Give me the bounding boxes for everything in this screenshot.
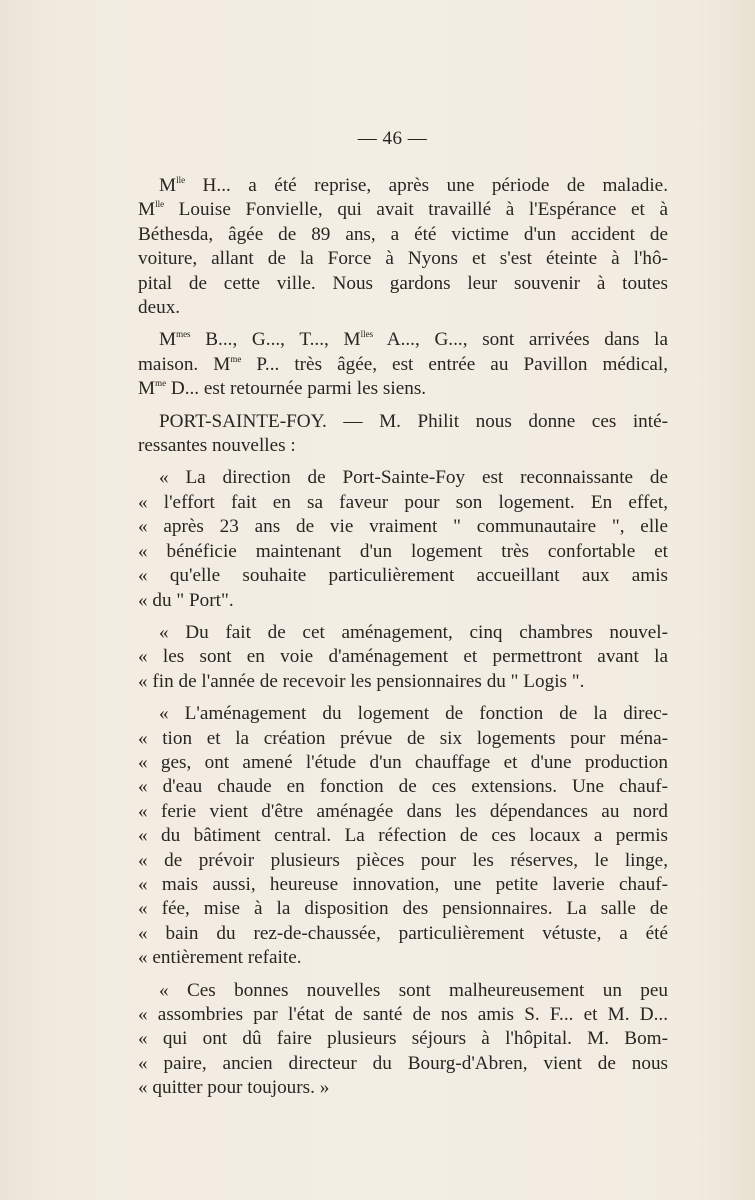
line-text: « paire, ancien directeur du Bourg-d'Abren, vient de nous bbox=[138, 1052, 668, 1074]
line-text: « fée, mise à la disposition des pensionnaires. La salle de bbox=[138, 898, 668, 920]
line-text: « quitter pour toujours. » bbox=[138, 1077, 330, 1099]
text-line bbox=[138, 1052, 668, 1076]
text-line bbox=[138, 466, 668, 490]
line-text: « qui ont dû faire plusieurs séjours à l'hôpital. M. Bom- bbox=[138, 1028, 668, 1050]
text-line bbox=[138, 1003, 668, 1027]
line-text: « L'aménagement du logement de fonction de la direc- bbox=[159, 703, 668, 725]
body-text bbox=[138, 174, 668, 1109]
line-text: deux. bbox=[138, 297, 181, 319]
line-text: « assombries par l'état de santé de nos amis S. F... et M. D... bbox=[138, 1004, 668, 1025]
honorific-superscript: me bbox=[155, 378, 167, 389]
paragraph-deaths bbox=[138, 174, 668, 320]
honorific-text: M bbox=[159, 329, 177, 351]
text-line bbox=[138, 873, 668, 897]
text-line bbox=[138, 1027, 668, 1051]
line-text: « Ces bonnes nouvelles sont malheureusement un peu bbox=[159, 979, 668, 1001]
text-line bbox=[138, 247, 668, 271]
honorific-superscript: lle bbox=[155, 199, 165, 210]
honorific-superscript: lle bbox=[176, 175, 186, 185]
line-text: « de prévoir plusieurs pièces pour les réserves, le linge, bbox=[138, 849, 668, 871]
text-line bbox=[138, 515, 668, 539]
honorific-text: M bbox=[138, 378, 156, 400]
honorific-text: M bbox=[138, 199, 156, 221]
honorific-text: M bbox=[159, 175, 177, 196]
text-line bbox=[138, 922, 668, 946]
honorific-superscript: me bbox=[230, 353, 242, 364]
text-line bbox=[138, 727, 668, 751]
line-text: « ferie vient d'être aménagée dans les dépendances au nord bbox=[138, 800, 668, 822]
line-text: « les sont en voie d'aménagement et permettront avant la bbox=[138, 646, 668, 668]
text-line bbox=[138, 198, 668, 222]
line-text: PORT-SAINTE-FOY. — M. Philit nous donne ces inté- bbox=[159, 410, 668, 432]
line-text: D... est retournée parmi les siens. bbox=[166, 378, 427, 400]
text-line bbox=[138, 645, 668, 669]
honorific-superscript: lles bbox=[360, 329, 374, 340]
paragraph-quote-2 bbox=[138, 621, 668, 694]
text-line bbox=[138, 979, 668, 1003]
text-line bbox=[138, 751, 668, 775]
line-text: « bénéficie maintenant d'un logement très confortable et bbox=[138, 540, 668, 562]
line-text: « du " Port". bbox=[138, 589, 234, 611]
line-text: « après 23 ans de vie vraiment " communautaire ", elle bbox=[138, 516, 668, 538]
text-line bbox=[138, 824, 668, 848]
line-text: P... très âgée, est entrée au Pavillon médical, bbox=[241, 353, 668, 375]
line-text: « tion et la création prévue de six logements pour ména- bbox=[138, 727, 668, 749]
text-line bbox=[138, 272, 668, 296]
text-line bbox=[138, 377, 668, 401]
line-text: Béthesda, âgée de 89 ans, a été victime d'un accident de bbox=[138, 223, 668, 245]
text-line bbox=[138, 296, 668, 320]
line-text: « du bâtiment central. La réfection de ces locaux a permis bbox=[138, 825, 668, 847]
line-text: « La direction de Port-Sainte-Foy est reconnaissante de bbox=[159, 467, 668, 489]
text-line bbox=[138, 174, 668, 198]
paragraph-quote-3 bbox=[138, 702, 668, 970]
text-line bbox=[138, 775, 668, 799]
text-line bbox=[138, 897, 668, 921]
text-line bbox=[138, 800, 668, 824]
text-line bbox=[138, 491, 668, 515]
line-text: « Du fait de cet aménagement, cinq chambres nouvel- bbox=[159, 621, 668, 643]
text-line bbox=[138, 1076, 668, 1100]
line-text: pital de cette ville. Nous gardons leur souvenir à toutes bbox=[138, 272, 668, 294]
honorific-superscript: mes bbox=[176, 329, 191, 340]
line-text: « bain du rez-de-chaussée, particulièrement vétuste, a été bbox=[138, 922, 668, 944]
line-text: « ges, ont amené l'étude d'un chauffage et d'une production bbox=[138, 751, 668, 773]
paragraph-port-sainte-foy-intro bbox=[138, 410, 668, 459]
text-line bbox=[138, 540, 668, 564]
line-text: « fin de l'année de recevoir les pensionnaires du " Logis ". bbox=[138, 670, 585, 692]
line-text: « mais aussi, heureuse innovation, une petite laverie chauf- bbox=[138, 873, 668, 895]
text-line bbox=[138, 670, 668, 694]
honorific-text: M bbox=[343, 329, 361, 351]
text-line bbox=[138, 702, 668, 726]
paragraph-quote-4 bbox=[138, 979, 668, 1101]
line-text: « qu'elle souhaite particulièrement accueillant aux amis bbox=[138, 565, 668, 587]
text-line bbox=[138, 589, 668, 613]
line-text: « d'eau chaude en fonction de ces extensions. Une chauf- bbox=[138, 776, 668, 798]
line-text: « l'effort fait en sa faveur pour son logement. En effet, bbox=[138, 491, 668, 513]
text-line bbox=[138, 621, 668, 645]
page-number: — 46 — bbox=[357, 128, 428, 149]
line-text: Louise Fonvielle, qui avait travaillé à l'Espérance et à bbox=[164, 199, 668, 221]
line-text: H... a été reprise, après une période de maladie. bbox=[185, 175, 668, 196]
text-line bbox=[138, 434, 668, 458]
line-text: « entièrement refaite. bbox=[138, 947, 302, 969]
text-line bbox=[138, 410, 668, 434]
line-text: A..., G..., sont arrivées dans la bbox=[373, 329, 668, 351]
text-line bbox=[138, 328, 668, 352]
text-line bbox=[138, 849, 668, 873]
text-line bbox=[138, 946, 668, 970]
honorific-text: M bbox=[213, 353, 231, 375]
line-text: ressantes nouvelles : bbox=[138, 435, 296, 457]
text-line bbox=[138, 564, 668, 588]
text-line bbox=[138, 353, 668, 377]
paragraph-arrivals bbox=[138, 328, 668, 401]
line-text: maison. bbox=[138, 353, 214, 375]
text-line bbox=[138, 223, 668, 247]
line-text: voiture, allant de la Force à Nyons et s'est éteinte à l'hô- bbox=[138, 248, 668, 270]
paragraph-quote-1 bbox=[138, 466, 668, 612]
line-text: B..., G..., T..., bbox=[190, 329, 344, 351]
